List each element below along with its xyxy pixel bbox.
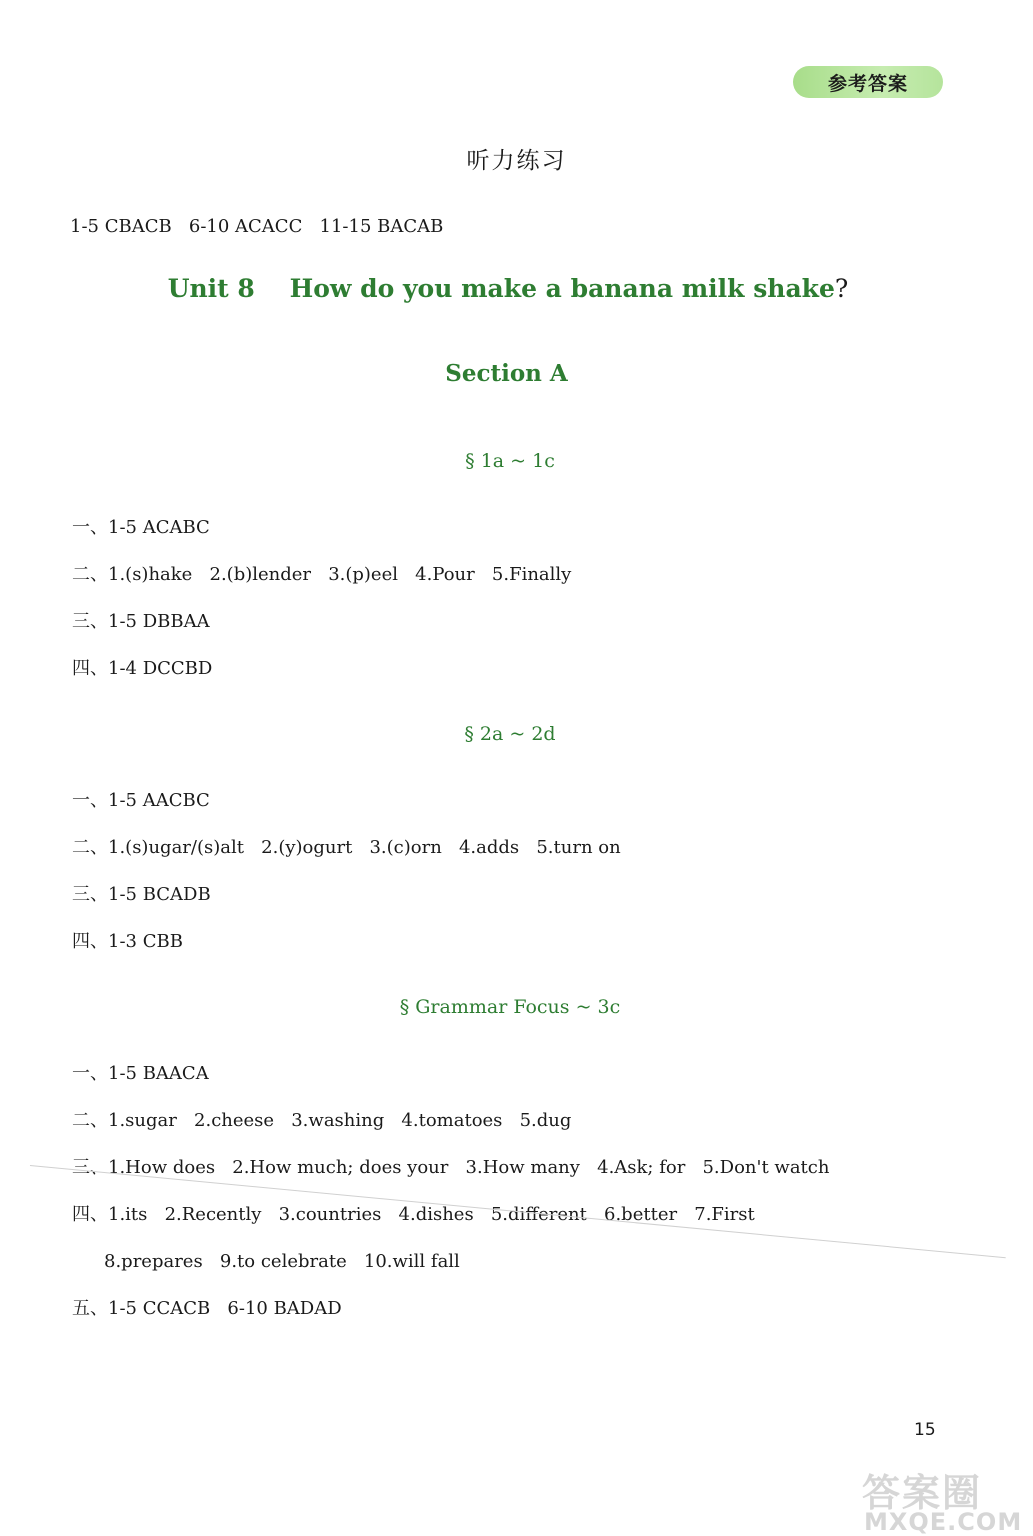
site-watermark: [852, 1462, 1032, 1536]
part2-line: 二、1.(s)ugar/(s)alt 2.(y)ogurt 3.(c)orn 4.adds 5.turn on: [72, 837, 621, 858]
listening-answers: 1-5 CBACB 6-10 ACACC 11-15 BACAB: [70, 216, 444, 237]
unit-title-mark: ?: [834, 274, 849, 303]
part1-line: 四、1-4 DCCBD: [72, 658, 213, 679]
part3-line: 8.prepares 9.to celebrate 10.will fall: [104, 1251, 460, 1272]
part2-line: 三、1-5 BCADB: [72, 884, 211, 905]
part2-title: § 2a ~ 2d: [464, 723, 556, 745]
part3-line: 五、1-5 CCACB 6-10 BADAD: [72, 1298, 342, 1319]
part1-line: 一、1-5 ACABC: [72, 517, 210, 538]
watermark-url: MXQE.COM: [864, 1508, 1023, 1536]
unit-title-text: Unit 8 How do you make a banana milk shake: [167, 274, 835, 303]
part1-line: 三、1-5 DBBAA: [72, 611, 210, 632]
watermark-logo: 答案圈: [862, 1471, 983, 1515]
section-title: Section A: [445, 360, 568, 387]
part3-title: § Grammar Focus ~ 3c: [399, 996, 621, 1018]
part2-line: 一、1-5 AACBC: [72, 790, 210, 811]
part2-line: 四、1-3 CBB: [72, 931, 183, 952]
part1-line: 二、1.(s)hake 2.(b)lender 3.(p)eel 4.Pour 5.Finally: [72, 564, 572, 585]
part3-line: 四、1.its 2.Recently 3.countries 4.dishes 5.different 6.better 7.First: [72, 1204, 755, 1225]
part3-line: 一、1-5 BAACA: [72, 1063, 209, 1084]
part1-title: § 1a ~ 1c: [465, 450, 555, 472]
part3-line: 三、1.How does 2.How much; does your 3.How many 4.Ask; for 5.Don't watch: [72, 1157, 830, 1178]
unit-title: [0, 274, 1016, 303]
answer-key-badge: 参考答案: [793, 66, 943, 98]
page-number: 15: [914, 1420, 936, 1440]
listening-heading: 听力练习: [466, 148, 567, 174]
part3-line: 二、1.sugar 2.cheese 3.washing 4.tomatoes 5.dug: [72, 1110, 572, 1131]
